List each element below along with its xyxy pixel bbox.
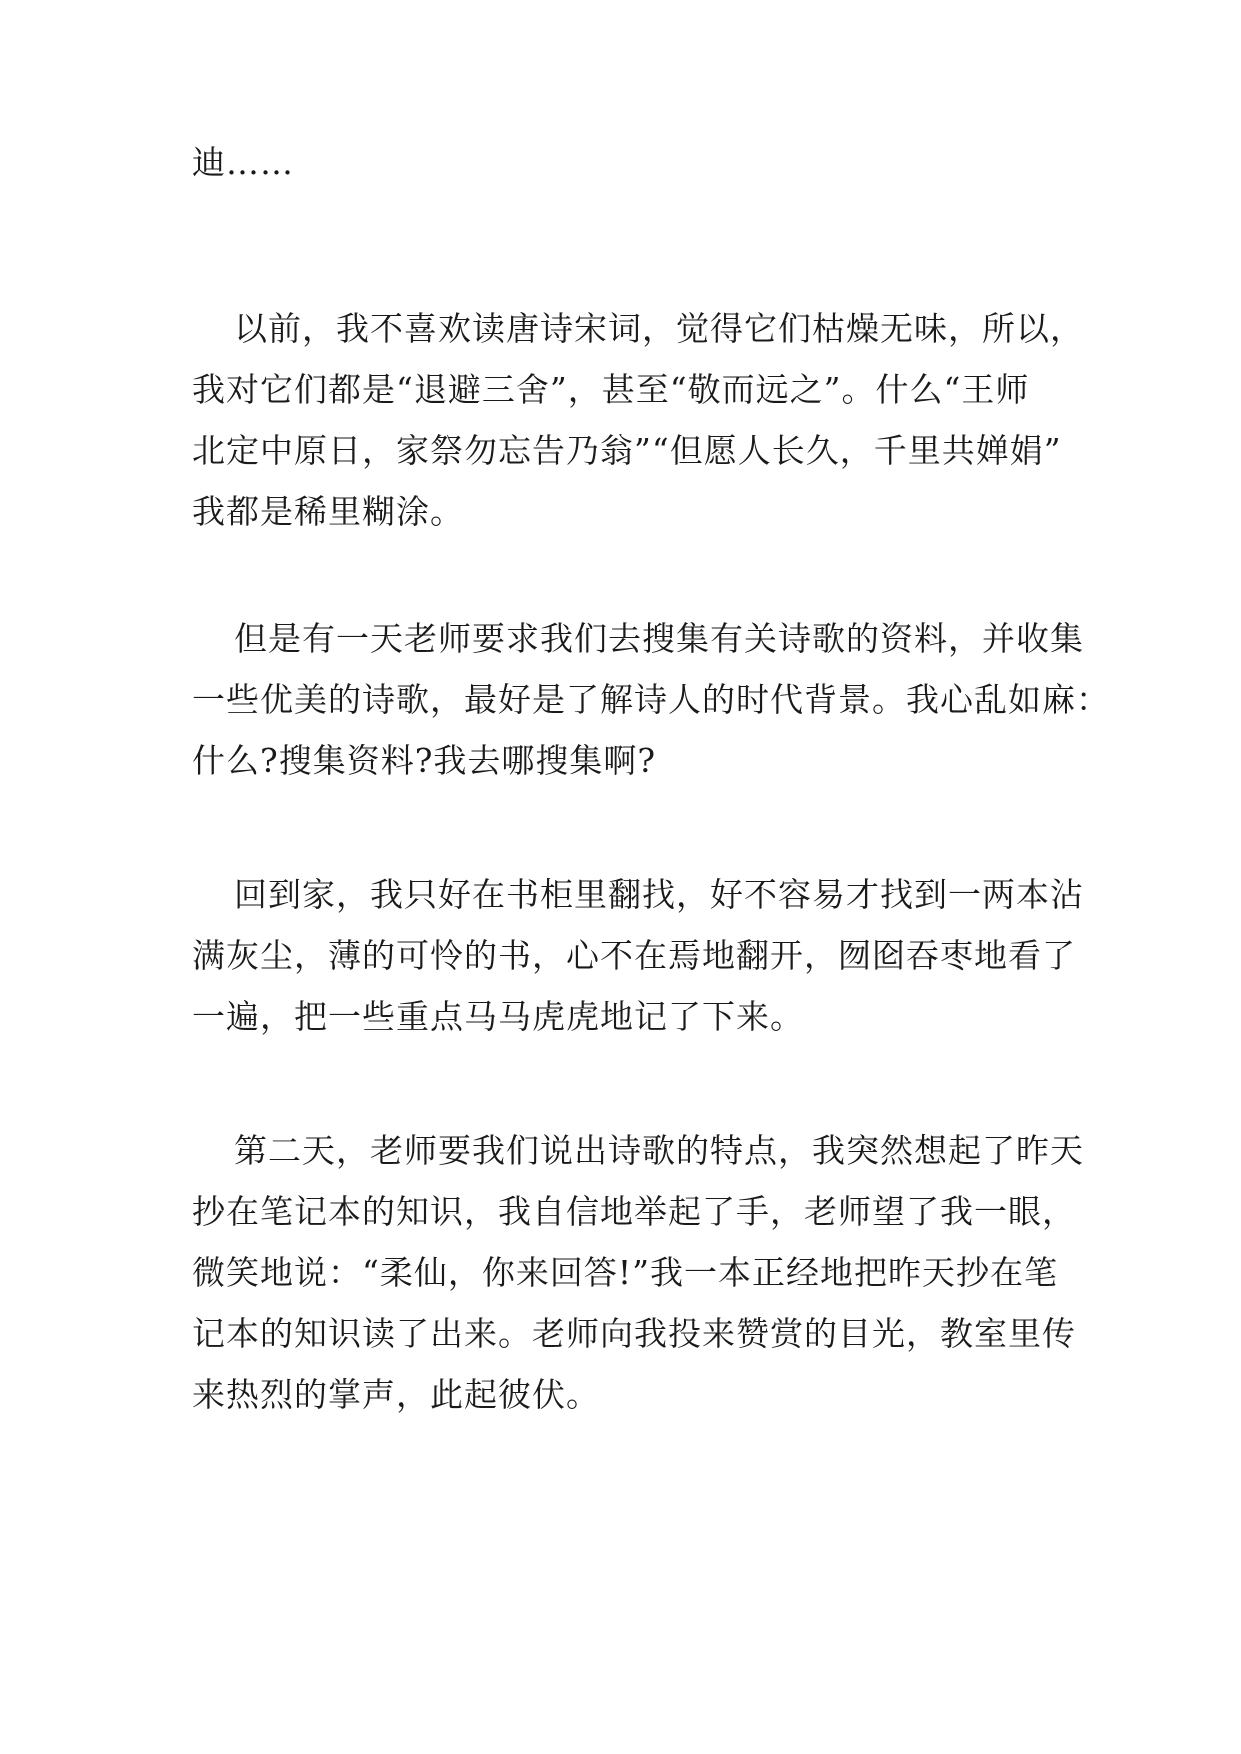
paragraph-line: 我都是稀里糊涂。 xyxy=(192,492,464,531)
paragraph-line: 记本的知识读了出来。老师向我投来赞赏的目光，教室里传 xyxy=(192,1314,1076,1353)
paragraph-continuation xyxy=(192,132,1052,193)
paragraph-line: 来热烈的掌声，此起彼伏。 xyxy=(192,1375,600,1414)
paragraph-2 xyxy=(192,608,1110,791)
paragraph-1 xyxy=(192,298,1084,542)
paragraph-line: 以前，我不喜欢读唐诗宋词，觉得它们枯燥无味，所以， xyxy=(234,309,1084,348)
paragraph-line: 北定中原日，家祭勿忘告乃翁”“但愿人长久，千里共婵娟” xyxy=(192,431,1062,470)
paragraph-line: 迪…… xyxy=(192,143,294,182)
paragraph-line: 一些优美的诗歌，最好是了解诗人的时代背景。我心乱如麻： xyxy=(192,680,1110,719)
paragraph-3 xyxy=(192,864,1084,1047)
paragraph-line: 微笑地说：“柔仙，你来回答!”我一本正经地把昨天抄在笔 xyxy=(192,1253,1059,1292)
paragraph-line: 满灰尘，薄的可怜的书，心不在焉地翻开，囫囵吞枣地看了 xyxy=(192,936,1076,975)
paragraph-line: 但是有一天老师要求我们去搜集有关诗歌的资料，并收集 xyxy=(234,619,1084,658)
paragraph-line: 回到家，我只好在书柜里翻找，好不容易才找到一两本沾 xyxy=(234,875,1084,914)
paragraph-line: 抄在笔记本的知识，我自信地举起了手，老师望了我一眼， xyxy=(192,1192,1076,1231)
paragraph-line: 第二天，老师要我们说出诗歌的特点，我突然想起了昨天 xyxy=(234,1131,1084,1170)
paragraph-line: 什么?搜集资料?我去哪搜集啊? xyxy=(192,741,657,780)
paragraph-line: 一遍，把一些重点马马虎虎地记了下来。 xyxy=(192,997,804,1036)
paragraph-line: 我对它们都是“退避三舍”，甚至“敬而远之”。什么“王师 xyxy=(192,370,1030,409)
paragraph-4 xyxy=(192,1120,1084,1425)
